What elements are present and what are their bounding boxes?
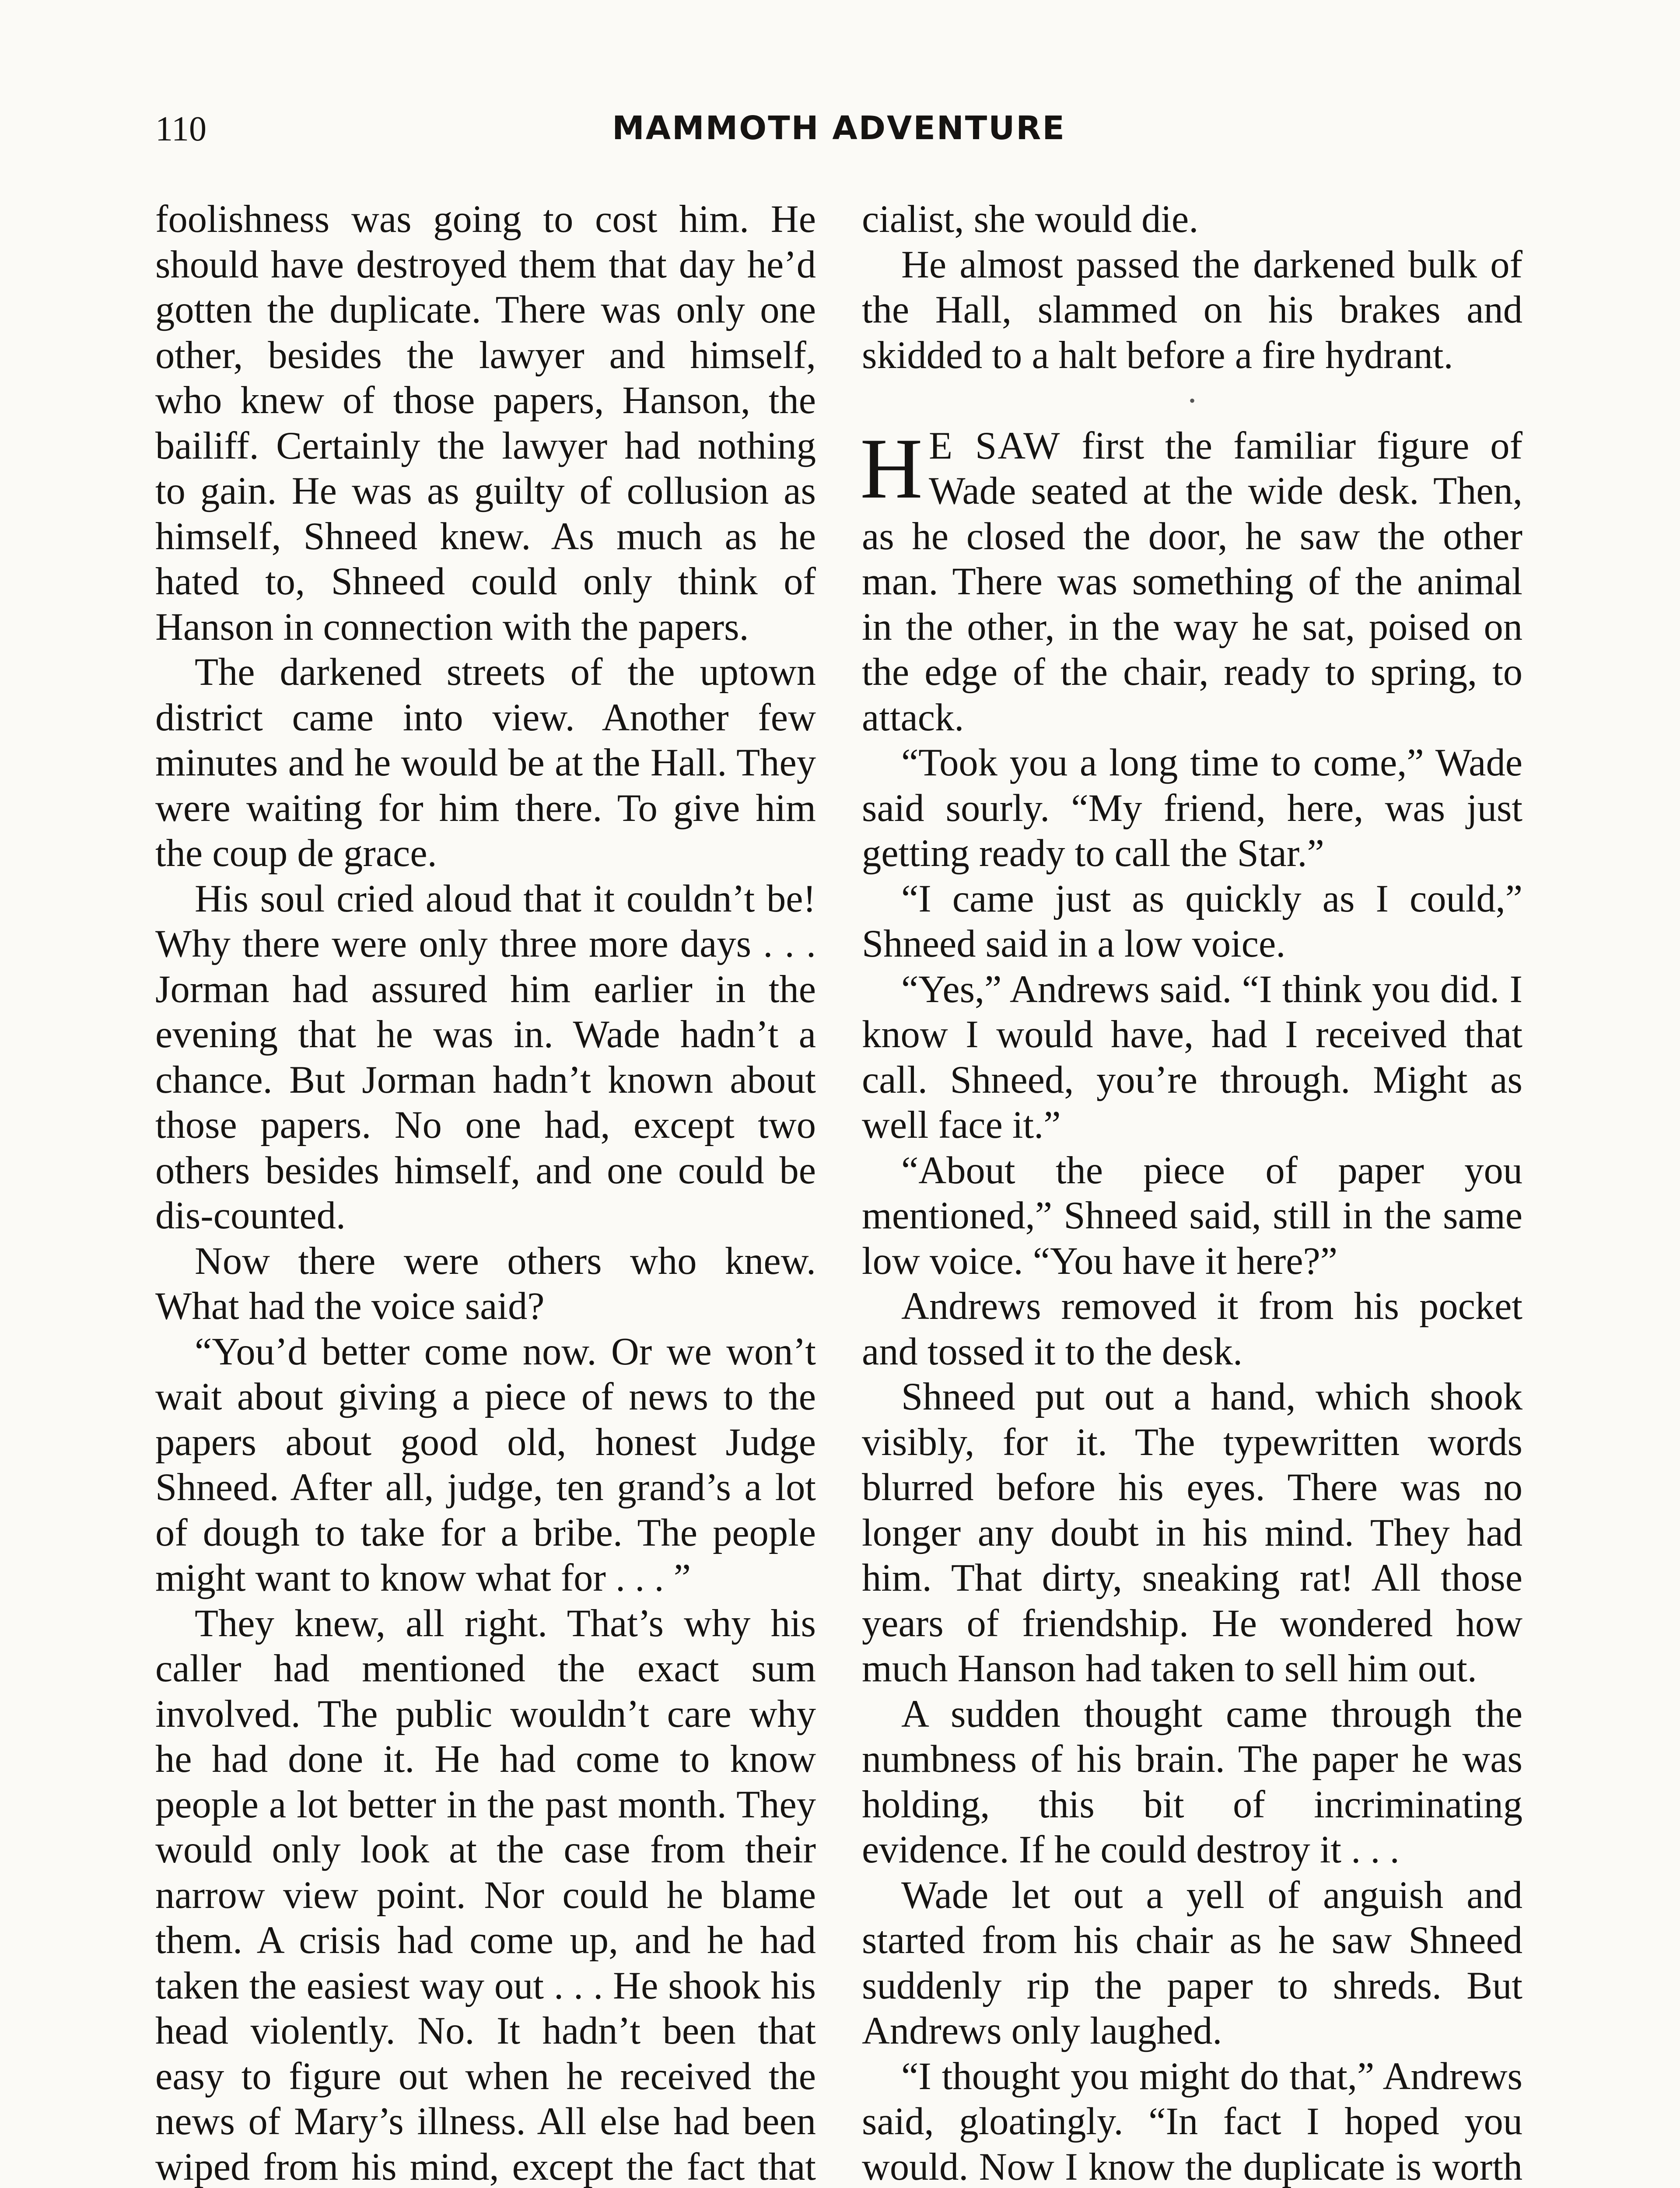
page-number: 110: [155, 110, 207, 148]
paragraph: “Took you a long time to come,” Wade said sourly. “My friend, here, was just getting ready to call the Star.”: [862, 741, 1522, 875]
paragraph: foolishness was going to cost him. He should have destroyed them that day he’d gotten the duplicate. There was only one other, besides the lawyer and himself, who knew of those papers, Hanson, the bailiff. Certainly the lawyer had nothing to gain. He was as guilty of collusion as himself, Shneed knew. As much as he hated to, Shneed could only think of Hanson in connection with the papers.: [155, 198, 816, 649]
right-column: [862, 197, 1522, 2188]
paragraph: cialist, she would die.: [862, 198, 1199, 241]
paragraph: “About the piece of paper you mentioned,” Shneed said, still in the same low voice. “You have it here?”: [862, 1149, 1522, 1283]
paragraph: Andrews removed it from his pocket and tossed it to the desk.: [862, 1285, 1522, 1373]
paragraph: Wade let out a yell of anguish and started from his chair as he saw Shneed suddenly rip the paper to shreds. But Andrews only laughed.: [862, 1873, 1522, 2052]
paragraph: A sudden thought came through the numbness of his brain. The paper he was holding, this bit of incriminating evidence. If he could destroy it . . .: [862, 1692, 1522, 1871]
paragraph: “Yes,” Andrews said. “I think you did. I know I would have, had I received that call. Shneed, you’re through. Might as well face it.”: [862, 968, 1522, 1147]
paragraph: Now there were others who knew. What had the voice said?: [155, 1239, 816, 1328]
paragraph: They knew, all right. That’s why his caller had mentioned the exact sum involved. The public wouldn’t care why he had done it. He had come to know people a lot better in the past month. They would only look at the case from their narrow view point. Nor could he blame them. A crisis had come up, and he had taken the easiest way out . . . He shook his head violently. No. It hadn’t been that easy to figure out when he received the news of Mary’s illness. All else had been wiped from his mind, except the fact that: [155, 1602, 816, 2188]
running-title: MAMMOTH ADVENTURE: [612, 109, 1066, 147]
paragraph: His soul cried aloud that it couldn’t be! Why there were only three more days . . . Jorman had assured him earlier in the evening that he was in. Wade hadn’t a chance. But Jorman hadn’t known about those papers. No one had, except two others besides himself, and one could be dis-counted.: [155, 877, 816, 1237]
paragraph-text: first the familiar figure of Wade seated at the wide desk. Then, as he closed the door, he saw the other man. There was something of the animal in the other, in the way he sat, poised on the edge of the chair, ready to spring, to attack.: [862, 424, 1522, 739]
paragraph: Shneed put out a hand, which shook visibly, for it. The typewritten words blurred before his eyes. There was no longer any doubt in his mind. They had him. That dirty, sneaking rat! All those years of friendship. He wondered how much Hanson had taken to sell him out.: [862, 1375, 1522, 1690]
page-header: [155, 109, 1522, 162]
paragraph: “I came just as quickly as I could,” Shneed said in a low voice.: [862, 877, 1522, 965]
lead-in: E SAW: [929, 424, 1061, 467]
section-break: •: [1189, 391, 1195, 410]
drop-cap: H: [860, 420, 923, 516]
paragraph: He almost passed the darkened bulk of the Hall, slammed on his brakes and skidded to a halt before a fire hydrant.: [862, 243, 1522, 377]
paragraph: The darkened streets of the uptown district came into view. Another few minutes and he would be at the Hall. They were waiting for him there. To give him the coup de grace.: [155, 651, 816, 875]
paragraph: “You’d better come now. Or we won’t wait about giving a piece of news to the papers about good old, honest Judge Shneed. After all, judge, ten grand’s a lot of dough to take for a bribe. The people might want to know what for . . . ”: [155, 1330, 816, 1599]
paragraph: “I thought you might do that,” Andrews said, gloatingly. “In fact I hoped you would. Now I know the duplicate is worth: [862, 2055, 1522, 2188]
section-opening-paragraph: [860, 420, 1522, 741]
left-column: [155, 197, 816, 2188]
